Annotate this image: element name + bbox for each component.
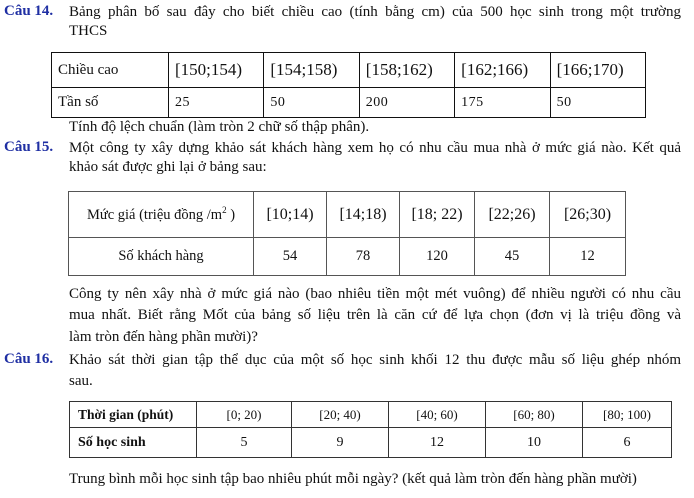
interval-cell: [14;18) bbox=[327, 192, 400, 238]
value-cell: 50 bbox=[264, 88, 359, 118]
value-cell: 200 bbox=[359, 88, 454, 118]
question-text-line: Khảo sát thời gian tập thể dục của một số học sinh khối 12 thu được mẫu số liệu ghép nhóm bbox=[69, 352, 681, 368]
question-label: Câu 14. bbox=[4, 3, 54, 19]
value-cell: 175 bbox=[455, 88, 550, 118]
row-header: Tần số bbox=[52, 88, 169, 118]
question-task: Trung bình mỗi học sinh tập bao nhiêu phút mỗi ngày? (kết quả làm tròn đến hàng phần mười) bbox=[69, 471, 637, 487]
value-cell: 54 bbox=[254, 238, 327, 276]
table-row bbox=[70, 402, 672, 428]
exercise-time-table bbox=[69, 401, 672, 458]
interval-cell: [158;162) bbox=[359, 53, 454, 88]
question-task-line: Công ty nên xây nhà ở mức giá nào (bao nhiêu tiền một mét vuông) để nhiều người có nhu cầu bbox=[69, 286, 681, 302]
question-label: Câu 15. bbox=[4, 139, 54, 155]
row-header: Thời gian (phút) bbox=[70, 402, 197, 428]
value-cell: 12 bbox=[550, 238, 626, 276]
value-cell: 9 bbox=[292, 428, 389, 458]
interval-cell: [0; 20) bbox=[197, 402, 292, 428]
question-task-line: làm tròn đến hàng phần mười)? bbox=[69, 329, 258, 345]
interval-cell: [150;154) bbox=[169, 53, 264, 88]
question-text-line: sau. bbox=[69, 373, 93, 389]
interval-cell: [166;170) bbox=[550, 53, 645, 88]
row-header: Số khách hàng bbox=[69, 238, 254, 276]
table-row bbox=[69, 238, 626, 276]
interval-cell: [80; 100) bbox=[583, 402, 672, 428]
table-row bbox=[52, 88, 646, 118]
question-task-line: mua nhất. Biết rằng Mốt của bảng số liệu trên là căn cứ để lựa chọn (đơn vị là triệu đồng và bbox=[69, 307, 681, 323]
value-cell: 25 bbox=[169, 88, 264, 118]
table-row bbox=[52, 53, 646, 88]
interval-cell: [60; 80) bbox=[486, 402, 583, 428]
row-header: Mức giá (triệu đồng $/m^2$ ) bbox=[69, 192, 254, 238]
question-text-line: khảo sát được ghi lại ở bảng sau: bbox=[69, 159, 267, 175]
question-text-line: Bảng phân bố sau đây cho biết chiều cao (tính bằng cm) của 500 học sinh trong một trường bbox=[69, 4, 681, 20]
value-cell: 45 bbox=[475, 238, 550, 276]
interval-cell: [18; 22) bbox=[400, 192, 475, 238]
interval-cell: [40; 60) bbox=[389, 402, 486, 428]
table-row bbox=[69, 192, 626, 238]
interval-cell: [10;14) bbox=[254, 192, 327, 238]
question-text-line: Một công ty xây dựng khảo sát khách hàng xem họ có nhu cầu mua nhà ở mức giá nào. Kết quả bbox=[69, 140, 681, 156]
interval-cell: [154;158) bbox=[264, 53, 359, 88]
row-header: Số học sinh bbox=[70, 428, 197, 458]
row-header: Chiều cao bbox=[52, 53, 169, 88]
value-cell: 10 bbox=[486, 428, 583, 458]
value-cell: 12 bbox=[389, 428, 486, 458]
table-row bbox=[70, 428, 672, 458]
interval-cell: [22;26) bbox=[475, 192, 550, 238]
value-cell: 120 bbox=[400, 238, 475, 276]
question-task: Tính độ lệch chuẩn (làm tròn 2 chữ số thập phân). bbox=[69, 119, 370, 135]
height-frequency-table bbox=[51, 52, 646, 118]
value-cell: 6 bbox=[583, 428, 672, 458]
interval-cell: [20; 40) bbox=[292, 402, 389, 428]
price-customers-table bbox=[68, 191, 626, 276]
value-cell: 5 bbox=[197, 428, 292, 458]
value-cell: 50 bbox=[550, 88, 645, 118]
question-label: Câu 16. bbox=[4, 351, 54, 367]
interval-cell: [162;166) bbox=[455, 53, 550, 88]
question-text-line: THCS bbox=[69, 23, 108, 39]
value-cell: 78 bbox=[327, 238, 400, 276]
interval-cell: [26;30) bbox=[550, 192, 626, 238]
